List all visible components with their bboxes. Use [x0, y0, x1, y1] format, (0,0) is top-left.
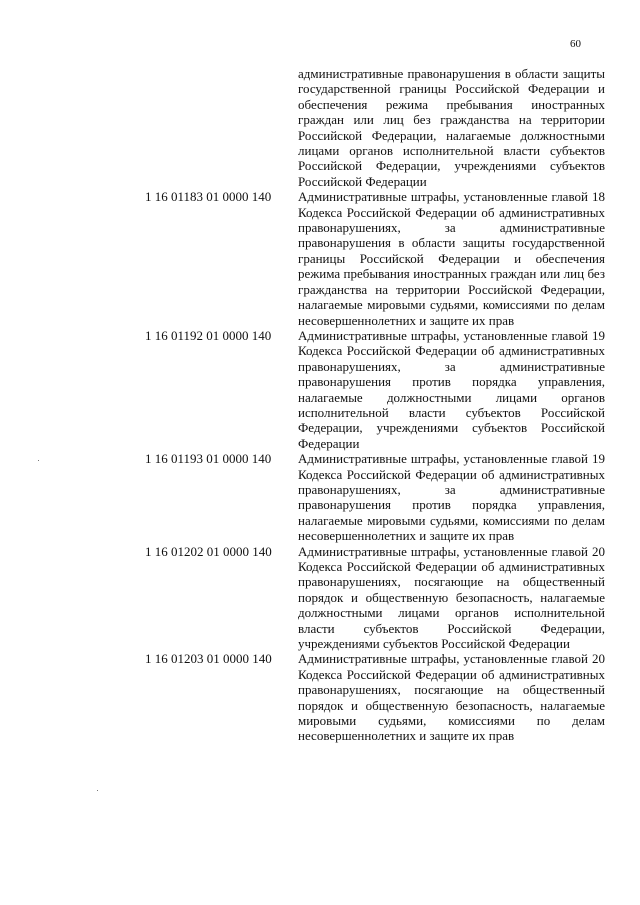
code-cell: 1 16 01203 01 0000 140: [145, 651, 272, 667]
table-row: [145, 328, 605, 451]
table-row: [145, 66, 605, 189]
code-cell: 1 16 01193 01 0000 140: [145, 451, 272, 467]
description-cell: административные правонарушения в области защиты государственной границы Российской Федерации и обеспечения режима пребывания иностранных граждан или лиц без гражданства на территории Российской Федерации, налагаемые должностными лицами органов исполнительной власти субъектов Российской Федерации, учреждениями субъектов Российской Федерации: [298, 66, 605, 189]
table-row: [145, 544, 605, 652]
description-cell: Административные штрафы, установленные главой 20 Кодекса Российской Федерации об административных правонарушениях, посягающие на общественный порядок и общественную безопасность, налагаемые должностными лицами органов исполнительной власти субъектов Российской Федерации, учреждениями субъектов Российской Федерации: [298, 543, 605, 652]
page-number: 60: [570, 38, 581, 50]
description-cell: Административные штрафы, установленные главой 19 Кодекса Российской Федерации об административных правонарушениях, за административные правонарушения против порядка управления, налагаемые должностными лицами органов исполнительной власти субъектов Российской Федерации, учреждениями субъектов Российской Федерации: [298, 327, 605, 451]
description-cell: Административные штрафы, установленные главой 20 Кодекса Российской Федерации об административных правонарушениях, посягающие на общественный порядок и общественную безопасность, налагаемые мировыми судьями, комиссиями по делам несовершеннолетних и защите их прав: [298, 651, 605, 744]
code-cell: 1 16 01192 01 0000 140: [145, 327, 272, 343]
description-cell: Административные штрафы, установленные главой 19 Кодекса Российской Федерации об административных правонарушениях, за административные правонарушения против порядка управления, налагаемые мировыми судьями, комиссиями по делам несовершеннолетних и защите их прав: [298, 451, 605, 544]
codes-table: [145, 66, 605, 744]
description-cell: Административные штрафы, установленные главой 18 Кодекса Российской Федерации об административных правонарушениях, за административные правонарушения в области защиты государственной границы Российской Федерации и обеспечения режима пребывания иностранных граждан или лиц без гражданства на территории Российской Федерации, налагаемые мировыми судьями, комиссиями по делам несовершеннолетних и защите их прав: [298, 189, 605, 328]
table-row: [145, 189, 605, 328]
table-row: [145, 451, 605, 543]
code-cell: 1 16 01183 01 0000 140: [145, 189, 272, 205]
table-row: [145, 651, 605, 743]
code-cell: 1 16 01202 01 0000 140: [145, 543, 272, 559]
scan-speck: [97, 790, 98, 791]
scan-speck: [38, 460, 39, 461]
